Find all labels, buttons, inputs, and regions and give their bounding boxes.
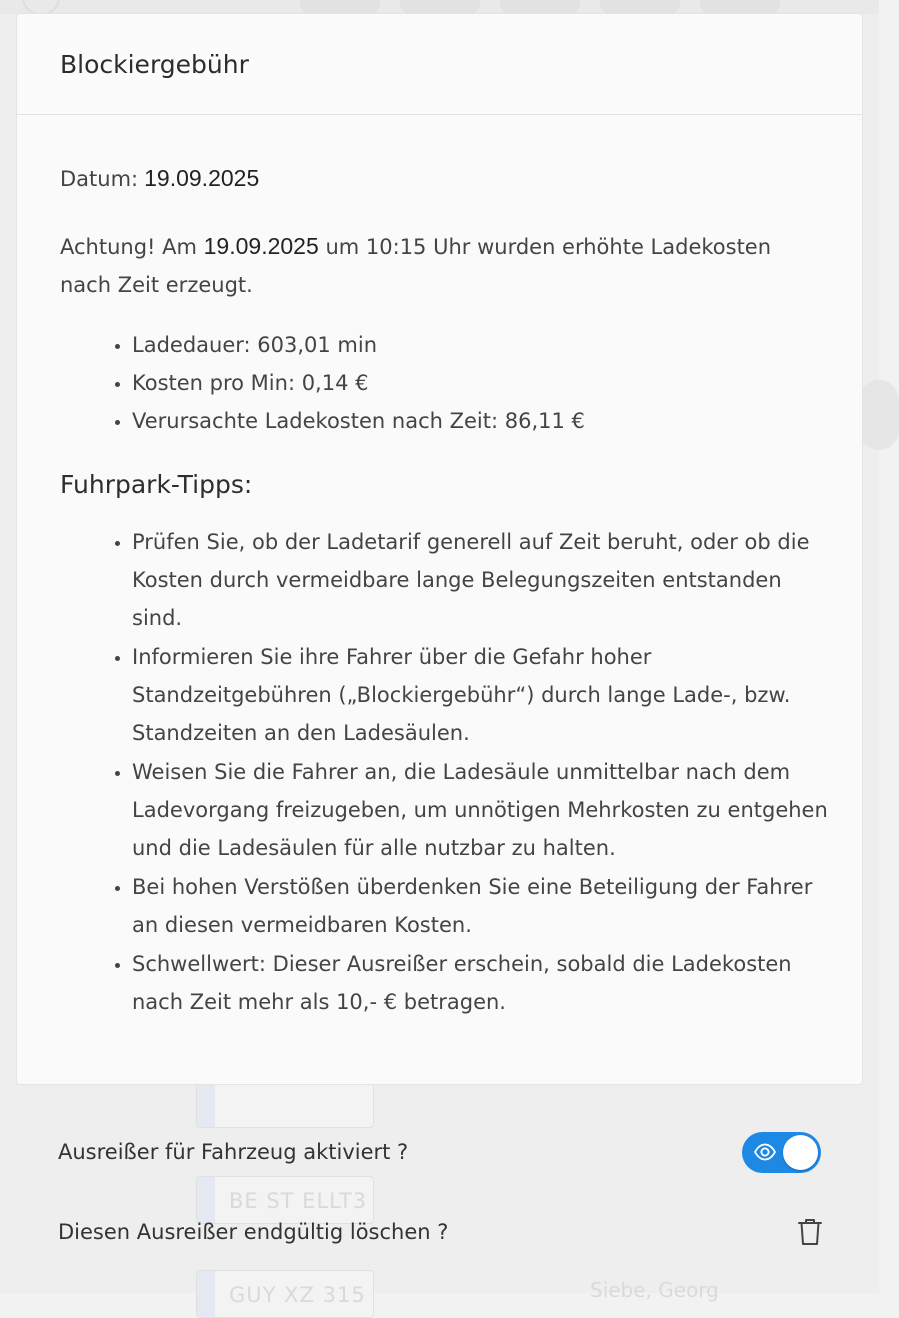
card-body xyxy=(17,115,862,1021)
background-chip xyxy=(500,0,580,14)
tip-item: • Schwellwert: Dieser Ausreißer erschein, sobald die Ladekosten nach Zeit mehr als 10,- € betragen. xyxy=(132,945,832,1021)
delete-outlier-row xyxy=(58,1210,821,1254)
card-header xyxy=(17,14,862,115)
tips-list xyxy=(132,523,832,1021)
toggle-knob xyxy=(783,1135,818,1170)
date-line xyxy=(60,164,826,193)
warning-suffix: um 10:15 Uhr wurden erhöhte Ladekosten nach Zeit erzeugt. xyxy=(60,235,772,297)
background-chip xyxy=(700,0,780,14)
activate-outlier-label: Ausreißer für Fahrzeug aktiviert ? xyxy=(58,1140,409,1164)
background-scroll-hint xyxy=(859,380,899,450)
fact-charge-duration: • Ladedauer: 603,01 min xyxy=(132,326,826,364)
fact-time-cost: • Verursachte Ladekosten nach Zeit: 86,11 € xyxy=(132,402,826,440)
tip-item: • Informieren Sie ihre Fahrer über die Gefahr hoher Standzeitgebühren („Blockiergebühr“) durch lange Lade-, bzw. Standzeiten an den Ladesäulen. xyxy=(132,638,832,752)
tip-item: • Bei hohen Verstößen überdenken Sie eine Beteiligung der Fahrer an diesen vermeidbaren Kosten. xyxy=(132,868,832,944)
background-field xyxy=(196,1270,374,1318)
background-field-text: GUY XZ 315 xyxy=(229,1283,366,1307)
background-field xyxy=(196,1080,374,1128)
tip-item: • Weisen Sie die Fahrer an, die Ladesäule unmittelbar nach dem Ladevorgang freizugeben, um unnötigen Mehrkosten zu entgehen und die Ladesäulen für alle nutzbar zu halten. xyxy=(132,753,832,867)
date-value: 19.09.2025 xyxy=(144,165,260,191)
card-title: Blockiergebühr xyxy=(60,50,249,79)
background-chip xyxy=(600,0,680,14)
background-chip xyxy=(400,0,480,14)
tip-item: • Prüfen Sie, ob der Ladetarif generell auf Zeit beruht, oder ob die Kosten durch vermeidbare lange Belegungszeiten entstanden sind. xyxy=(132,523,832,637)
date-label: Datum: xyxy=(60,167,139,191)
eye-icon xyxy=(754,1143,776,1161)
tips-title: Fuhrpark-Tipps: xyxy=(60,470,253,499)
fact-cost-per-minute: • Kosten pro Min: 0,14 € xyxy=(132,364,826,402)
warning-text xyxy=(60,227,826,304)
background-driver-name: Siebe, Georg xyxy=(590,1278,719,1302)
delete-outlier-label: Diesen Ausreißer endgültig löschen ? xyxy=(58,1220,449,1244)
background-chip xyxy=(300,0,380,14)
activate-outlier-toggle[interactable] xyxy=(742,1132,821,1173)
activate-outlier-row xyxy=(58,1130,821,1174)
warning-prefix: Achtung! Am xyxy=(60,235,197,259)
warning-date: 19.09.2025 xyxy=(203,233,319,259)
trash-icon[interactable] xyxy=(796,1217,824,1247)
charge-facts-list xyxy=(132,326,826,440)
background-field-text: BE ST ELLT3 xyxy=(229,1189,368,1213)
outlier-detail-card xyxy=(16,13,863,1085)
